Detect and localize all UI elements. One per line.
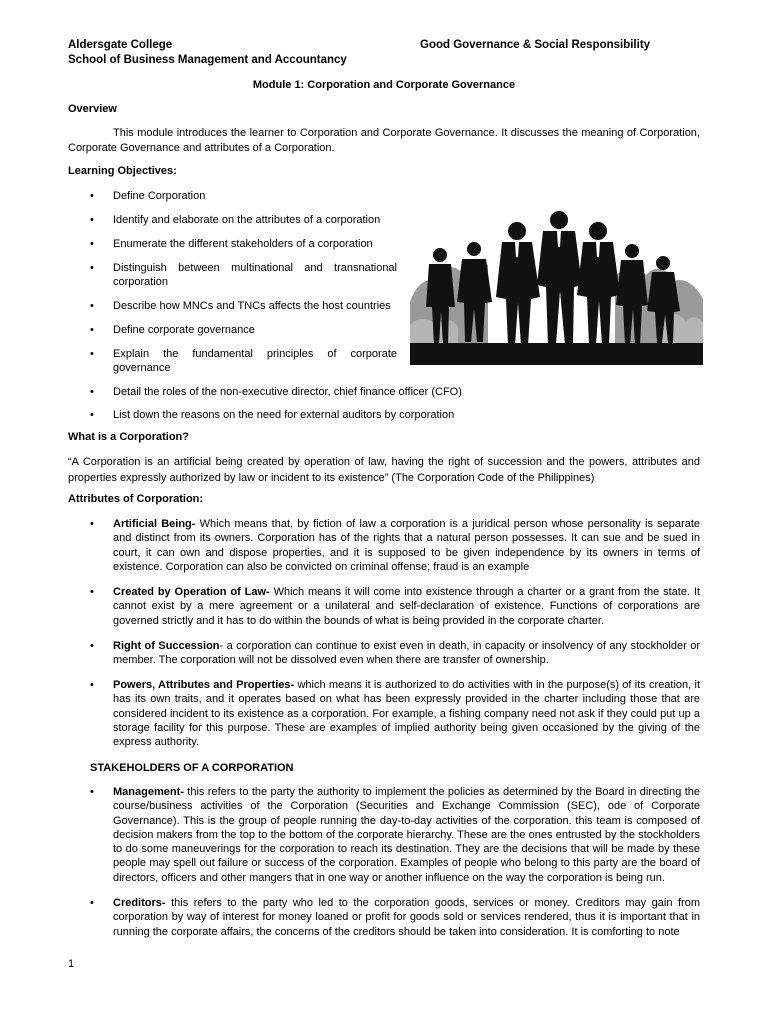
school-name: School of Business Management and Accountancy: [68, 54, 347, 66]
business-people-silhouette: [410, 207, 703, 365]
what-is-heading: What is a Corporation?: [68, 431, 189, 443]
corporation-definition: “A Corporation is an artificial being created by operation of law, having the right of succession and the powers, attributes and properties expressly authorized by law or incident to its existence” (The Corporation Code of the Philippines): [68, 456, 700, 484]
overview-heading: Overview: [68, 103, 117, 115]
course-name: Good Governance & Social Responsibility: [420, 39, 651, 51]
page-number: 1: [68, 958, 75, 970]
attributes-heading: Attributes of Corporation:: [68, 493, 204, 505]
overview-text: This module introduces the learner to Corporation and Corporate Governance. It discusses the meaning of Corporation, Corporate Governance and attributes of a Corporation.: [68, 127, 700, 154]
college-name: Aldersgate College: [68, 39, 173, 51]
header-left: [68, 38, 347, 68]
module-title: Module 1: Corporation and Corporate Governance: [252, 79, 516, 91]
objectives-heading: Learning Objectives:: [68, 165, 177, 177]
stakeholders-heading: STAKEHOLDERS OF A CORPORATION: [90, 762, 294, 774]
document-page: Aldersgate College School of Business Management and Accountancy Good Governance & Social Responsibility Module 1: Corporation and Corporate Governance Overview This module introduces the learner to Corporation and Corporate Governance. It discusses the meaning of Corporation, Corporate Governance and attributes of a Corporation. Learning Objectives: • Define Corporation • Identify and elaborate on the attributes of a corporation • Enumerate the different stakeholders of a corporation • Distinguish between multinational and transnational corporation • Describe how MNCs and TNCs affects the host countries • Define corporate governance • Explain the fundamental principles of corporate governance • Detail the roles of the non-executive director, chief finance officer (CFO) • List down the reasons on the need for external auditors by corporation What is a Corporation? “A Corporation is an artificial being created by operation of law, having the right of succession and the powers, attributes and properties expressly authorized by law or incident to its existence” (The Corporation Code of the Philippines) Attributes of Corporation: • Artificial Being- Which means that, by fiction of law a corporation is a juridical person whose personality is separate and distinct from its owners. Corporation has of the rights that a natural person possesses. It can sue and be sued in court, it can own and dispose properties, and it is supposed to be given independence by its owners in terms of existence. Corporation can also be convicted on criminal offense; fraud is an example • Created by Operation of Law- Which means it will come into existence through a charter or a grant from the state. It cannot exist by a mere agreement or a unilateral and self-declaration of existence. Functions of corporations are governed strictly and it has to do within the bounds of what is being provided in the corporate charter. • Right of Succession- a corporation can continue to exist even in death, in capacity or insolvency of any stockholder or member. The corporation will not be dissolved even when there are transfer of ownership. • Powers, Attributes and Properties- which means it is authorized to do activities with in the purpose(s) of its creation, it has its own traits, and it operates based on what has been expressly provided in the charter including those that are considered incident to its existence as a corporation. For example, a fishing company need not ask if they could put up a storage facility for this purpose. These are examples of implied authority being given occasioned by the giving of the express authority. STAKEHOLDERS OF A CORPORATION • Management- this refers to the party the authority to implement the policies as determined by the Board in directing the course/business activities of the Corporation (Securities and Exchange Commission (SEC), ode of Corporate Governance). This is the group of people running the day-to-day activities of the corporation. this team is composed of decision makers from the top to the bottom of the corporate hierarchy. These are the ones entrusted by the stockholders to do some maneuverings for the corporation to reach its destination. They are the decisions that will be made by these people may spell out failure or success of the corporation. Examples of people who belong to this party are the board of directors, officers and other mangers that in one way or another influence on the way the corporation is being run. • Creditors- this refers to the party who led to the corporation goods, services or money. Creditors may gain from corporation by way of interest for money loaned or profit for goods sold or services rendered, thus it is important that in running the corporate affairs, the concerns of the creditors should be taken into consideration. It is comforting to note 1: [0, 0, 768, 1024]
